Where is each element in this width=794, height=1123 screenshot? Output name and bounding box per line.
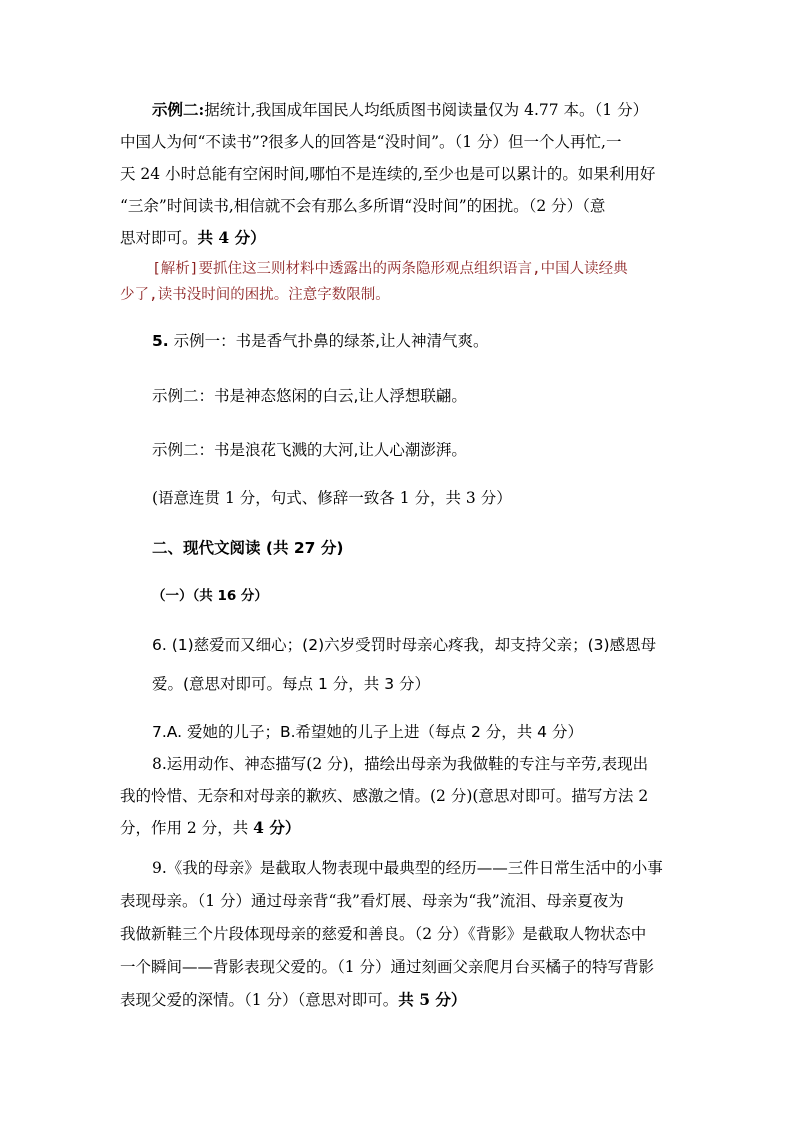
example-two-line-2: 中国人为何“不读书”?很多人的回答是“没时间”。（1 分）但一个人再忙,一 <box>120 133 622 151</box>
q9-line-1: 9.《我的母亲》是截取人物表现中最典型的经历——三件日常生活中的小事 <box>152 859 663 877</box>
example-two-label: 示例二: <box>152 100 205 119</box>
example-two-line-5: 思对即可。共 4 分） <box>120 228 266 247</box>
example-two-line-1: 示例二:据统计,我国成年国民人均纸质图书阅读量仅为 4.77 本。（1 分） <box>152 100 649 119</box>
q8-line-3: 分，作用 2 分，共 4 分） <box>120 818 301 837</box>
q8-line-2: 我的怜惜、无奈和对母亲的歉疚、感激之情。(2 分)(意思对即可。描写方法 2 <box>120 787 649 805</box>
q9-line-4: 一个瞬间——背影表现父爱的。（1 分）通过刻画父亲爬月台买橘子的特写背影 <box>120 958 655 976</box>
q5-score: (语意连贯 1 分，句式、修辞一致各 1 分，共 3 分） <box>152 489 512 507</box>
q5-line-3: 示例二：书是浪花飞溅的大河,让人心潮澎湃。 <box>152 441 467 459</box>
section-2-title: 二、现代文阅读 (共 27 分) <box>152 539 344 557</box>
analysis-line-2: 少了,读书没时间的困扰。注意字数限制。 <box>120 287 390 303</box>
q9-line-5: 表现父爱的深情。（1 分）（意思对即可。共 5 分） <box>120 990 467 1009</box>
example-two-line-4: “三余”时间读书,相信就不会有那么多所谓“没时间”的困扰。（2 分）（意 <box>120 197 606 215</box>
q8-line-1: 8.运用动作、神态描写(2 分)，描绘出母亲为我做鞋的专注与辛劳,表现出 <box>152 755 649 773</box>
q7-line-1: 7.A. 爱她的儿子；B.希望她的儿子上进（每点 2 分，共 4 分） <box>152 723 583 741</box>
q9-line-2: 表现母亲。（1 分）通过母亲背“我”看灯展、母亲为“我”流泪、母亲夏夜为 <box>120 892 624 910</box>
q5-line-2: 示例二：书是神态悠闲的白云,让人浮想联翩。 <box>152 387 467 405</box>
subsection-1-title: （一）（共 16 分） <box>152 588 268 604</box>
q6-line-2: 爱。(意思对即可。每点 1 分，共 3 分） <box>152 675 430 693</box>
example-two-line-3: 天 24 小时总能有空闲时间,哪怕不是连续的,至少也是可以累计的。如果利用好 <box>120 165 656 183</box>
q6-line-1: 6. (1)慈爱而又细心；(2)六岁受罚时母亲心疼我，却支持父亲；(3)感恩母 <box>152 636 657 654</box>
analysis-line-1: [解析]要抓住这三则材料中透露出的两条隐形观点组织语言,中国人读经典 <box>152 261 628 277</box>
q9-line-3: 我做新鞋三个片段体现母亲的慈爱和善良。（2 分）《背影》是截取人物状态中 <box>120 925 647 943</box>
q5-line-1: 5. 示例一：书是香气扑鼻的绿茶,让人神清气爽。 <box>152 332 489 350</box>
